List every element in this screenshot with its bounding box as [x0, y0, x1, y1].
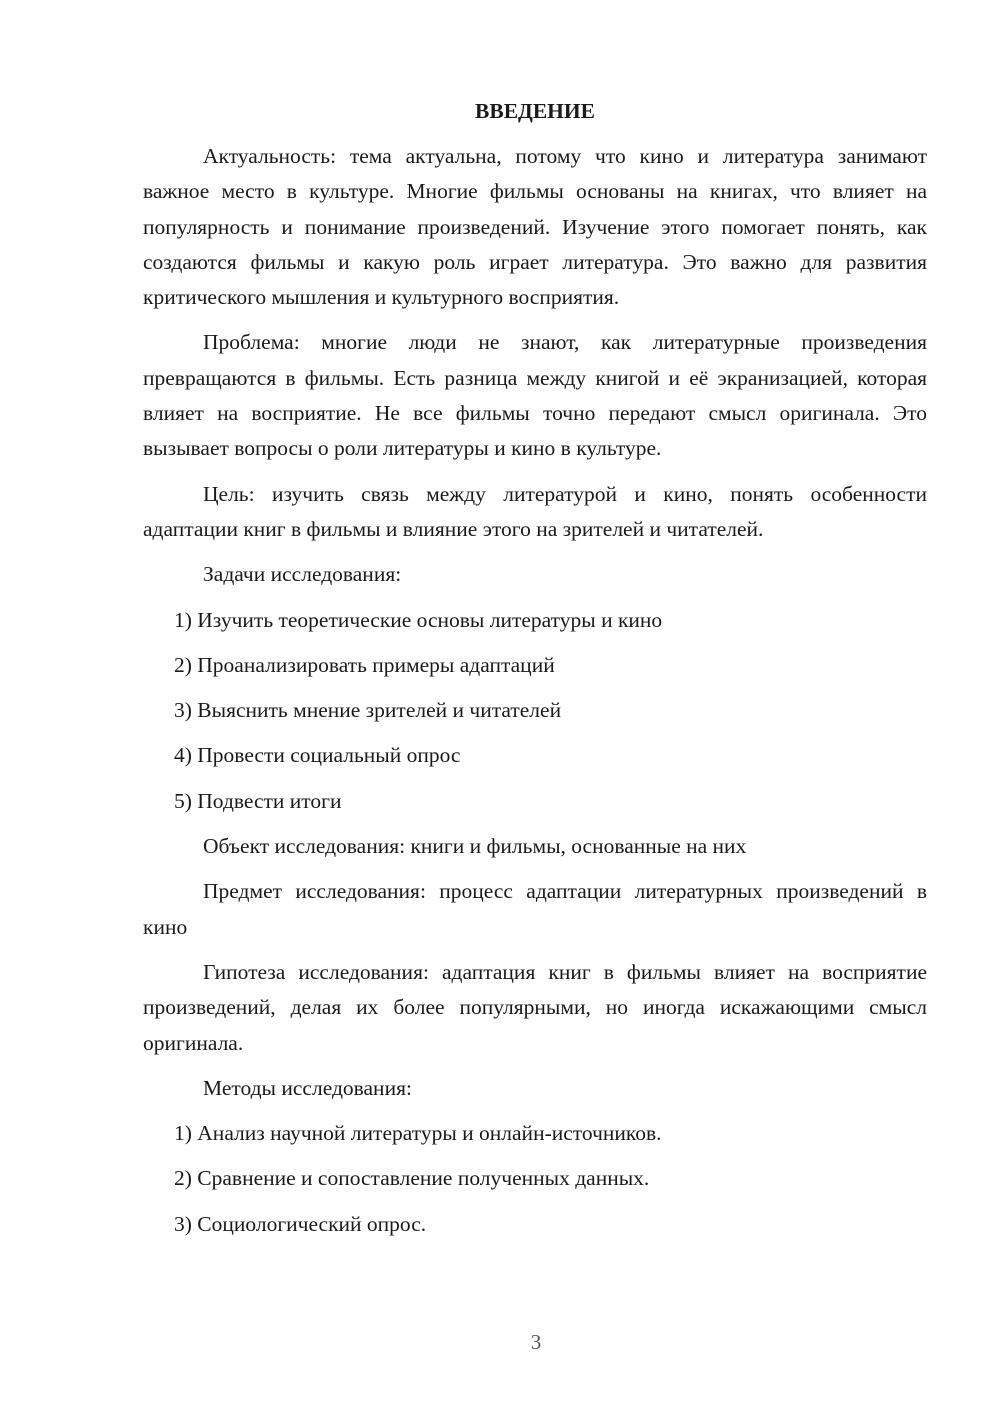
relevance-paragraph: Актуальность: тема актуальна, потому что кино и литература занимают важное место в культуре. Многие фильмы основаны на книгах, что влияет на популярность и понимание произведений. Изучение этого помогает понять, как создаются фильмы и какую роль играет литература. Это важно для развития критического мышления и культурного восприятия.: [143, 144, 927, 310]
section-title: ВВЕДЕНИЕ: [475, 99, 595, 123]
goal-paragraph: Цель: изучить связь между литературой и кино, понять особенности адаптации книг в фильмы и влияние этого на зрителей и читателей.: [143, 481, 927, 541]
object-line: Объект исследования: книги и фильмы, основанные на них: [203, 834, 747, 859]
problem-paragraph: Проблема: многие люди не знают, как литературные произведения превращаются в фильмы. Есть разница между книгой и её экранизацией, которая влияет на восприятие. Не все фильмы точно передают смысл оригинала. Это вызывает вопросы о роли литературы и кино в культуре.: [143, 330, 927, 461]
tasks-heading: Задачи исследования:: [203, 562, 402, 587]
method-item: 1) Анализ научной литературы и онлайн-источников.: [174, 1121, 662, 1146]
subject-paragraph: Предмет исследования: процесс адаптации литературных произведений в кино: [143, 879, 927, 939]
task-item: 5) Подвести итоги: [174, 788, 342, 813]
page-body: [143, 94, 927, 1252]
task-item: 4) Провести социальный опрос: [174, 743, 461, 768]
task-item: 3) Выяснить мнение зрителей и читателей: [174, 698, 562, 723]
task-item: 1) Изучить теоретические основы литературы и кино: [174, 607, 663, 632]
methods-heading: Методы исследования:: [203, 1075, 412, 1100]
method-item: 3) Социологический опрос.: [174, 1211, 427, 1236]
task-item: 2) Проанализировать примеры адаптаций: [174, 652, 555, 677]
hypothesis-paragraph: Гипотеза исследования: адаптация книг в фильмы влияет на восприятие произведений, делая их более популярными, но иногда искажающими смысл оригинала.: [143, 959, 927, 1055]
page-number: 3: [530, 1330, 542, 1354]
method-item: 2) Сравнение и сопоставление полученных данных.: [174, 1166, 650, 1191]
